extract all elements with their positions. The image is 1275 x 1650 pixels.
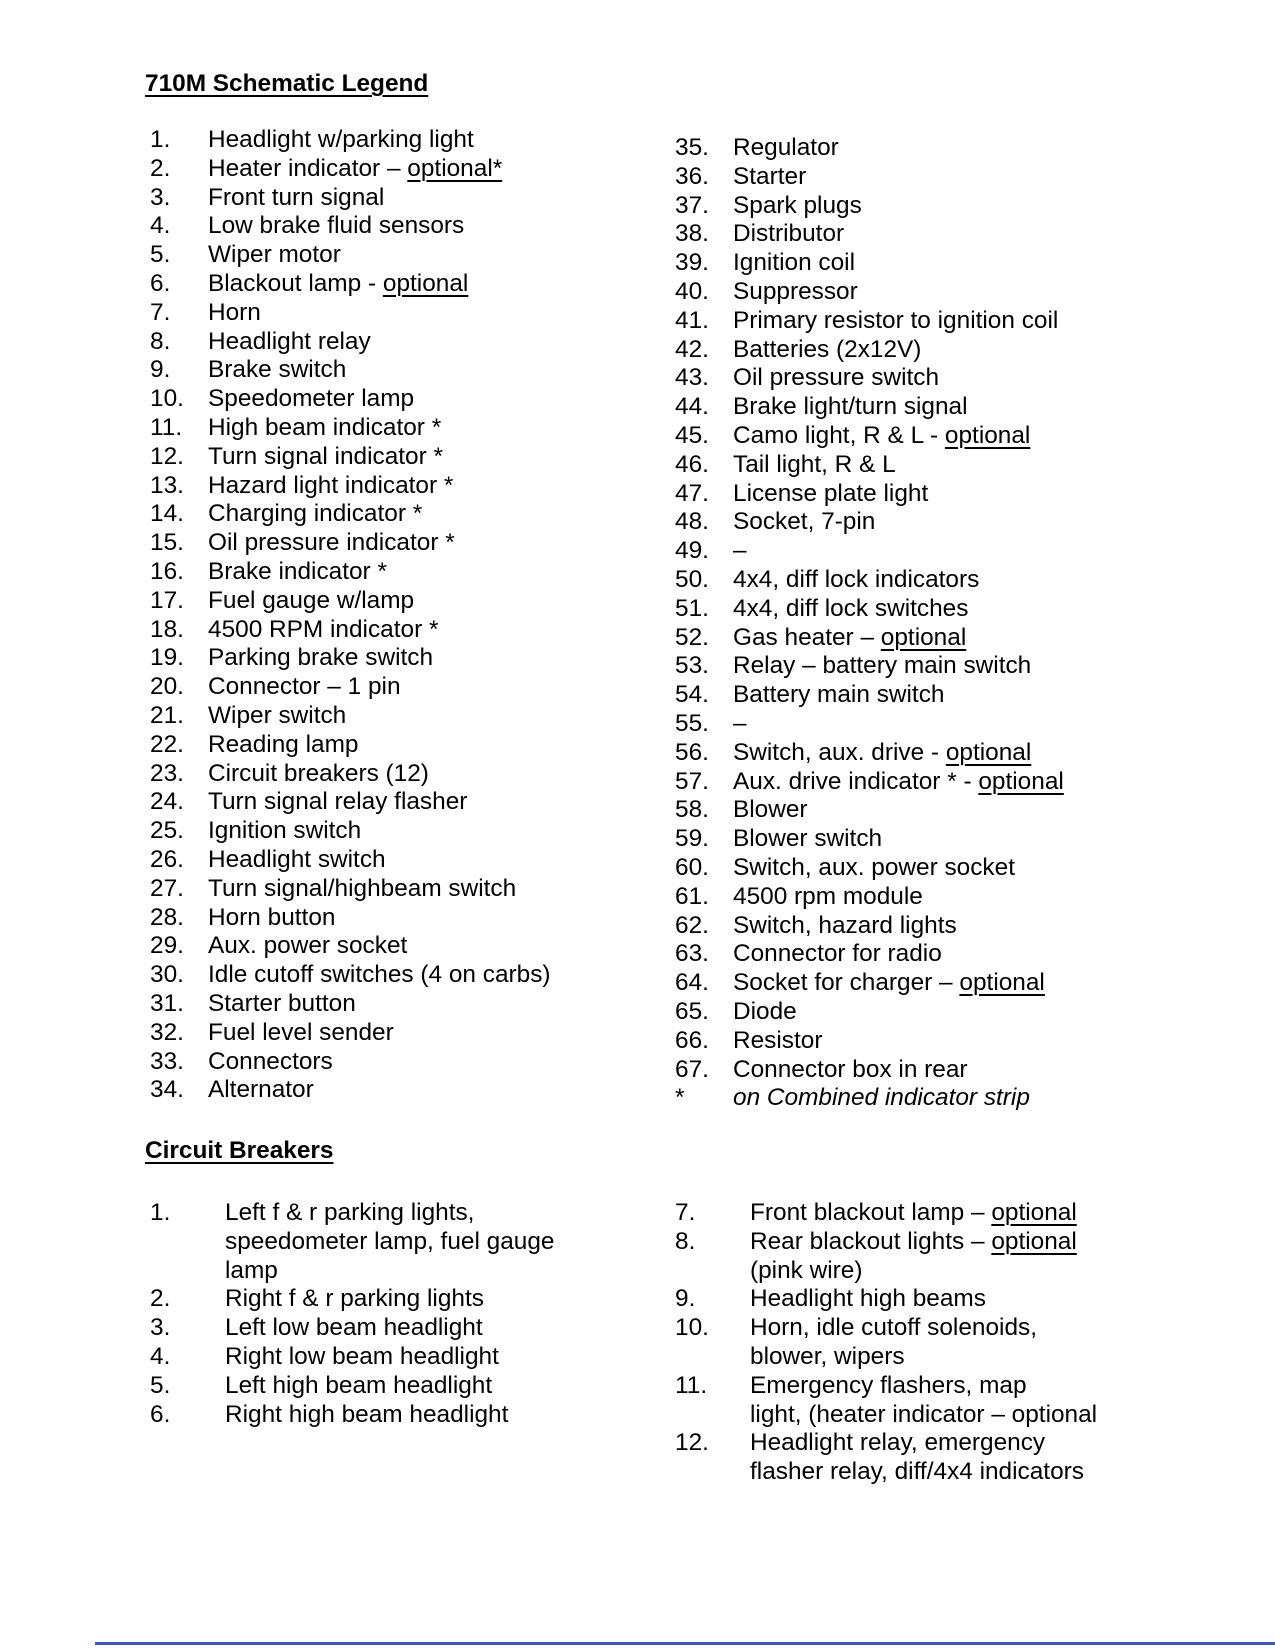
footer-rule xyxy=(95,1642,1275,1645)
item-number: 22. xyxy=(150,730,184,758)
item-text: Battery main switch xyxy=(733,681,945,709)
item-number: * xyxy=(675,1084,685,1112)
circuit-breaker-item xyxy=(675,1285,1097,1314)
circuit-breaker-item xyxy=(150,1199,555,1285)
item-number: 23. xyxy=(150,759,184,787)
item-text: Brake switch xyxy=(208,356,347,384)
legend-item xyxy=(150,241,551,270)
item-text: Blower switch xyxy=(733,825,883,853)
legend-item xyxy=(675,652,1064,681)
item-text: Emergency flashers, map light, (heater indicator – optional xyxy=(750,1371,1098,1428)
legend-item xyxy=(150,587,551,616)
item-text: Front blackout lamp – optional xyxy=(750,1199,1077,1226)
item-number: 8. xyxy=(675,1227,696,1255)
item-number: 45. xyxy=(675,421,709,449)
legend-item xyxy=(150,155,551,184)
item-text: Switch, aux. drive - optional xyxy=(733,738,1032,766)
item-number: 25. xyxy=(150,817,184,845)
item-number: 6. xyxy=(150,1400,171,1428)
item-text: Connector box in rear xyxy=(733,1055,968,1083)
legend-item xyxy=(150,644,551,673)
legend-item xyxy=(675,480,1064,509)
legend-item xyxy=(150,904,551,933)
item-text: Parking brake switch xyxy=(208,644,434,672)
item-number: 21. xyxy=(150,701,184,729)
circuit-breaker-item xyxy=(675,1228,1097,1286)
legend-item xyxy=(675,192,1064,221)
item-number: 17. xyxy=(150,586,184,614)
item-text: Brake indicator * xyxy=(208,557,387,585)
item-number: 15. xyxy=(150,529,184,557)
item-text: Connector for radio xyxy=(733,940,942,968)
item-number: 60. xyxy=(675,853,709,881)
legend-item xyxy=(150,212,551,241)
item-number: 67. xyxy=(675,1055,709,1083)
item-text: Charging indicator * xyxy=(208,500,423,528)
legend-item xyxy=(150,673,551,702)
item-number: 56. xyxy=(675,738,709,766)
circuit-breaker-item xyxy=(675,1314,1097,1372)
item-text: High beam indicator * xyxy=(208,413,442,441)
item-text: Ignition switch xyxy=(208,817,362,845)
legend-item xyxy=(675,336,1064,365)
legend-item xyxy=(675,537,1064,566)
item-number: 57. xyxy=(675,767,709,795)
item-text: 4500 RPM indicator * xyxy=(208,615,439,643)
item-number: 30. xyxy=(150,961,184,989)
legend-item xyxy=(675,451,1064,480)
legend-item xyxy=(150,299,551,328)
item-text: Headlight switch xyxy=(208,845,386,873)
item-text: Batteries (2x12V) xyxy=(733,335,922,363)
item-number: 9. xyxy=(150,356,171,384)
item-number: 14. xyxy=(150,500,184,528)
item-text: Camo light, R & L - optional xyxy=(733,421,1031,449)
legend-item xyxy=(675,624,1064,653)
item-text: Headlight high beams xyxy=(750,1285,986,1313)
legend-item xyxy=(150,961,551,990)
item-number: 5. xyxy=(150,241,171,269)
item-number: 53. xyxy=(675,652,709,680)
item-number: 65. xyxy=(675,997,709,1025)
legend-item xyxy=(150,443,551,472)
item-text: 4x4, diff lock switches xyxy=(733,594,969,622)
item-text: Fuel gauge w/lamp xyxy=(208,586,415,614)
item-text: Connectors xyxy=(208,1047,333,1075)
item-text: 4500 rpm module xyxy=(733,882,923,910)
circuit-breaker-item xyxy=(675,1199,1097,1228)
legend-item xyxy=(150,126,551,155)
legend-item xyxy=(675,249,1064,278)
item-number: 34. xyxy=(150,1076,184,1104)
circuit-breaker-item xyxy=(150,1343,555,1372)
item-text: Turn signal/highbeam switch xyxy=(208,874,517,902)
item-text: Headlight relay xyxy=(208,327,371,355)
legend-item xyxy=(150,616,551,645)
item-text: Left low beam headlight xyxy=(225,1314,483,1342)
legend-item xyxy=(675,940,1064,969)
item-number: 19. xyxy=(150,644,184,672)
item-number: 27. xyxy=(150,874,184,902)
item-number: 7. xyxy=(675,1199,696,1226)
item-text: Right low beam headlight xyxy=(225,1342,499,1370)
item-text: Brake light/turn signal xyxy=(733,393,968,421)
item-number: 51. xyxy=(675,594,709,622)
legend-item xyxy=(150,529,551,558)
item-text: Speedometer lamp xyxy=(208,385,415,413)
item-number: 4. xyxy=(150,212,171,240)
item-number: 40. xyxy=(675,277,709,305)
item-text: Hazard light indicator * xyxy=(208,471,454,499)
item-number: 38. xyxy=(675,220,709,248)
legend-item xyxy=(675,364,1064,393)
legend-item xyxy=(675,163,1064,192)
item-text: Blackout lamp - optional xyxy=(208,269,469,297)
item-text: Socket, 7-pin xyxy=(733,508,876,536)
circuit-breaker-item xyxy=(150,1372,555,1401)
legend-item xyxy=(675,393,1064,422)
item-text: Primary resistor to ignition coil xyxy=(733,306,1059,334)
item-number: 3. xyxy=(150,1314,171,1342)
legend-item xyxy=(675,768,1064,797)
item-text: 4x4, diff lock indicators xyxy=(733,565,980,593)
item-number: 46. xyxy=(675,450,709,478)
item-text: Oil pressure indicator * xyxy=(208,529,455,557)
item-number: 8. xyxy=(150,327,171,355)
item-number: 36. xyxy=(675,162,709,190)
item-number: 16. xyxy=(150,557,184,585)
item-text: Blower xyxy=(733,796,808,824)
item-number: 1. xyxy=(150,126,171,153)
legend-item xyxy=(150,270,551,299)
legend-item xyxy=(150,356,551,385)
item-number: 6. xyxy=(150,269,171,297)
item-text: Right f & r parking lights xyxy=(225,1285,484,1313)
item-text: Left high beam headlight xyxy=(225,1371,493,1399)
legend-left-column xyxy=(150,126,551,1105)
item-number: 11. xyxy=(150,413,183,441)
item-text: Tail light, R & L xyxy=(733,450,896,478)
item-text: Regulator xyxy=(733,134,839,161)
item-text: Starter xyxy=(733,162,807,190)
legend-item xyxy=(675,307,1064,336)
legend-item xyxy=(675,1027,1064,1056)
item-number: 11. xyxy=(675,1371,708,1399)
item-number: 2. xyxy=(150,1285,171,1313)
legend-item xyxy=(675,508,1064,537)
legend-item xyxy=(675,595,1064,624)
item-text: Turn signal indicator * xyxy=(208,442,443,470)
legend-item xyxy=(675,739,1064,768)
item-text: Switch, hazard lights xyxy=(733,911,957,939)
item-text: Turn signal relay flasher xyxy=(208,788,468,816)
legend-item xyxy=(150,1076,551,1105)
item-number: 3. xyxy=(150,183,171,211)
legend-item xyxy=(150,328,551,357)
legend-item xyxy=(675,710,1064,739)
item-text: Low brake fluid sensors xyxy=(208,212,465,240)
legend-item xyxy=(150,1019,551,1048)
item-text: Circuit breakers (12) xyxy=(208,759,429,787)
legend-item xyxy=(675,566,1064,595)
legend-item xyxy=(150,875,551,904)
item-number: 50. xyxy=(675,565,709,593)
item-number: 10. xyxy=(675,1314,709,1342)
item-number: 41. xyxy=(675,306,709,334)
legend-item xyxy=(150,500,551,529)
item-number: 35. xyxy=(675,134,709,161)
legend-item xyxy=(675,912,1064,941)
item-text: Headlight relay, emergency flasher relay, diff/4x4 indicators xyxy=(750,1429,1084,1486)
item-number: 18. xyxy=(150,615,184,643)
legend-item xyxy=(675,681,1064,710)
item-number: 5. xyxy=(150,1371,171,1399)
item-text: Gas heater – optional xyxy=(733,623,967,651)
item-text: Wiper motor xyxy=(208,241,341,269)
item-text: Spark plugs xyxy=(733,191,862,219)
item-text: Horn xyxy=(208,298,261,326)
item-number: 4. xyxy=(150,1342,171,1370)
circuit-breakers-right-column xyxy=(675,1199,1097,1487)
item-number: 32. xyxy=(150,1018,184,1046)
legend-item xyxy=(150,472,551,501)
legend-right-column xyxy=(675,134,1064,1113)
item-text: Aux. drive indicator * - optional xyxy=(733,767,1064,795)
item-text: Resistor xyxy=(733,1026,823,1054)
item-text: Ignition coil xyxy=(733,249,856,277)
item-number: 59. xyxy=(675,825,709,853)
item-number: 49. xyxy=(675,537,709,565)
item-number: 43. xyxy=(675,364,709,392)
item-text: Right high beam headlight xyxy=(225,1400,509,1428)
item-number: 26. xyxy=(150,845,184,873)
item-number: 64. xyxy=(675,969,709,997)
item-number: 29. xyxy=(150,932,184,960)
legend-item xyxy=(150,184,551,213)
legend-item xyxy=(150,558,551,587)
legend-item xyxy=(150,760,551,789)
item-text: Oil pressure switch xyxy=(733,364,940,392)
item-number: 1. xyxy=(150,1199,171,1226)
item-text: Switch, aux. power socket xyxy=(733,853,1015,881)
item-number: 28. xyxy=(150,903,184,931)
page-title-text: 710M Schematic Legend xyxy=(145,70,429,97)
item-number: 66. xyxy=(675,1026,709,1054)
legend-item xyxy=(675,796,1064,825)
circuit-breakers-title-text: Circuit Breakers xyxy=(145,1137,334,1164)
item-text: Horn, idle cutoff solenoids, blower, wipers xyxy=(750,1314,1037,1370)
item-text: on Combined indicator strip xyxy=(733,1084,1030,1112)
item-text: Headlight w/parking light xyxy=(208,126,474,153)
item-text: – xyxy=(733,709,747,737)
circuit-breaker-item xyxy=(150,1314,555,1343)
item-text: Horn button xyxy=(208,903,336,931)
item-text: Alternator xyxy=(208,1076,314,1104)
circuit-breakers-left-column xyxy=(150,1199,555,1429)
item-text: – xyxy=(733,537,747,565)
item-number: 12. xyxy=(150,442,184,470)
legend-item xyxy=(675,220,1064,249)
item-text: Distributor xyxy=(733,220,845,248)
legend-item xyxy=(150,990,551,1019)
item-text: Socket for charger – optional xyxy=(733,969,1045,997)
legend-item xyxy=(150,414,551,443)
item-number: 9. xyxy=(675,1285,696,1313)
legend-item xyxy=(150,1048,551,1077)
item-text: Connector – 1 pin xyxy=(208,673,401,701)
item-number: 63. xyxy=(675,940,709,968)
item-number: 2. xyxy=(150,154,171,182)
item-number: 13. xyxy=(150,471,184,499)
legend-item xyxy=(675,969,1064,998)
legend-item xyxy=(675,1056,1064,1085)
item-number: 33. xyxy=(150,1047,184,1075)
legend-item xyxy=(675,1084,1064,1113)
legend-item xyxy=(150,817,551,846)
item-number: 55. xyxy=(675,709,709,737)
item-number: 62. xyxy=(675,911,709,939)
circuit-breaker-item xyxy=(150,1401,555,1430)
legend-item xyxy=(150,385,551,414)
legend-item xyxy=(150,788,551,817)
item-number: 54. xyxy=(675,681,709,709)
legend-item xyxy=(150,731,551,760)
item-number: 47. xyxy=(675,479,709,507)
item-number: 39. xyxy=(675,249,709,277)
item-number: 37. xyxy=(675,191,709,219)
item-text: Wiper switch xyxy=(208,701,347,729)
circuit-breakers-title xyxy=(145,1137,333,1166)
page-title xyxy=(145,70,428,99)
item-number: 48. xyxy=(675,508,709,536)
item-number: 52. xyxy=(675,623,709,651)
item-number: 44. xyxy=(675,393,709,421)
circuit-breaker-item xyxy=(150,1285,555,1314)
item-number: 7. xyxy=(150,298,171,326)
item-text: Left f & r parking lights, speedometer lamp, fuel gauge lamp xyxy=(225,1199,555,1284)
item-text: Reading lamp xyxy=(208,730,359,758)
item-text: Idle cutoff switches (4 on carbs) xyxy=(208,961,551,989)
legend-item xyxy=(150,932,551,961)
item-number: 12. xyxy=(675,1429,709,1457)
legend-item xyxy=(675,854,1064,883)
legend-item xyxy=(675,134,1064,163)
legend-item xyxy=(675,278,1064,307)
legend-item xyxy=(675,883,1064,912)
legend-item xyxy=(675,998,1064,1027)
item-number: 20. xyxy=(150,673,184,701)
item-number: 10. xyxy=(150,385,184,413)
circuit-breaker-item xyxy=(675,1429,1097,1487)
item-number: 61. xyxy=(675,882,709,910)
item-text: Relay – battery main switch xyxy=(733,652,1032,680)
item-number: 58. xyxy=(675,796,709,824)
item-number: 24. xyxy=(150,788,184,816)
legend-item xyxy=(675,825,1064,854)
legend-item xyxy=(150,846,551,875)
legend-item xyxy=(150,702,551,731)
item-text: Rear blackout lights – optional (pink wire) xyxy=(750,1227,1077,1284)
item-number: 31. xyxy=(150,989,184,1017)
legend-item xyxy=(675,422,1064,451)
item-text: Suppressor xyxy=(733,277,858,305)
item-text: Aux. power socket xyxy=(208,932,408,960)
item-text: Starter button xyxy=(208,989,356,1017)
item-text: Fuel level sender xyxy=(208,1018,394,1046)
item-text: License plate light xyxy=(733,479,929,507)
item-text: Front turn signal xyxy=(208,183,385,211)
item-text: Diode xyxy=(733,997,797,1025)
item-number: 42. xyxy=(675,335,709,363)
circuit-breaker-item xyxy=(675,1372,1097,1430)
item-text: Heater indicator – optional* xyxy=(208,154,503,182)
